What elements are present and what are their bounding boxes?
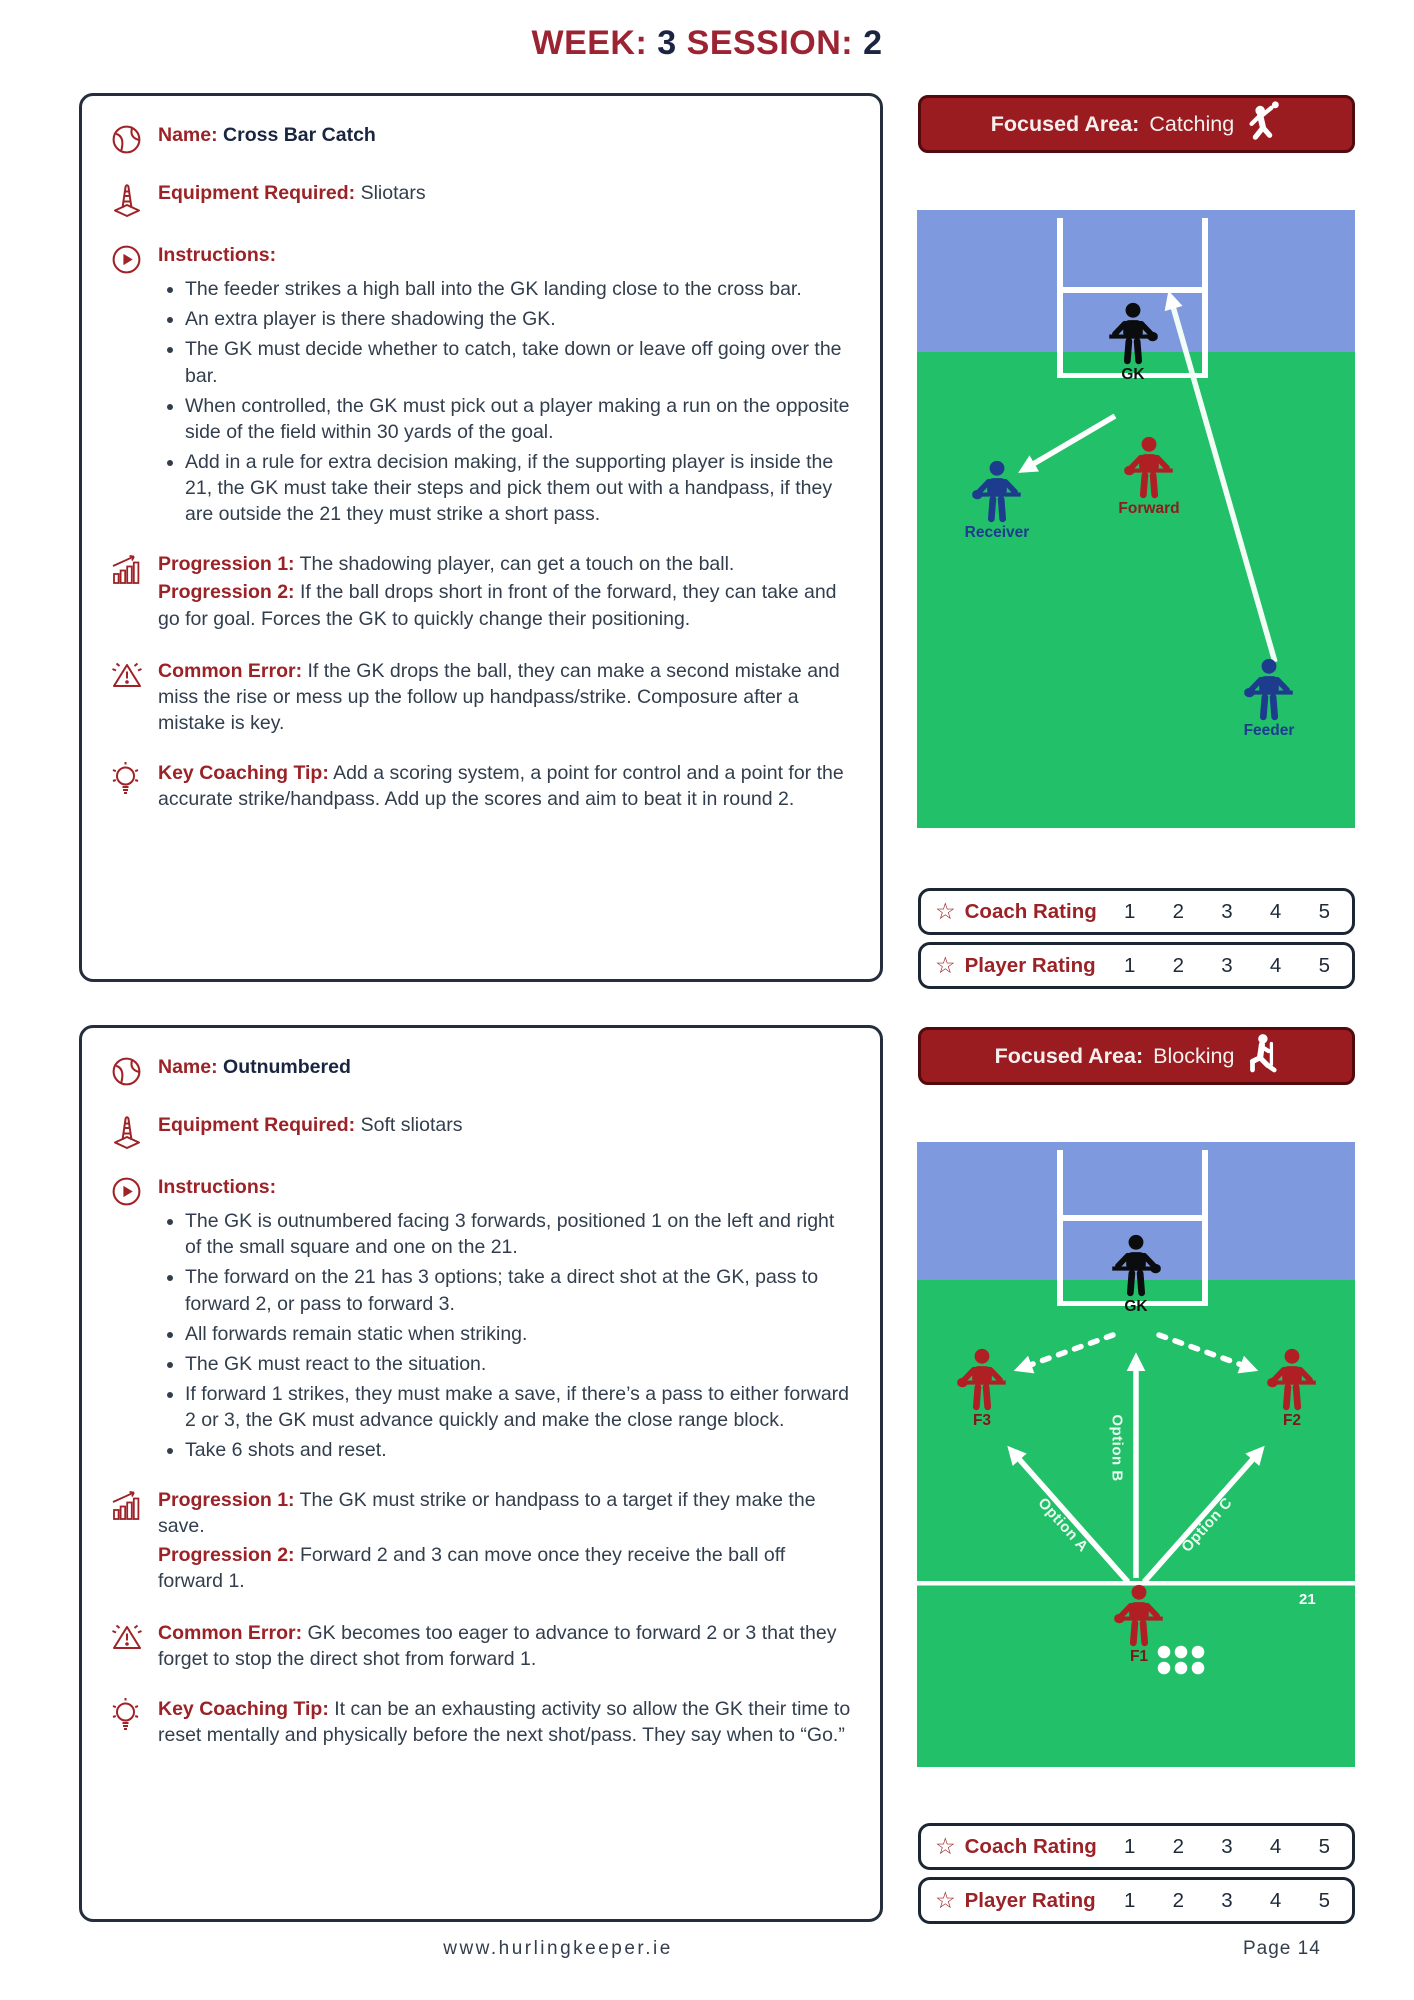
coach-rating-label: Coach Rating — [964, 899, 1097, 923]
warning-icon — [110, 658, 158, 736]
instruction-item: • The GK is outnumbered facing 3 forwards, positioned 1 on the left and right of the small square and one on the 21. — [185, 1208, 852, 1260]
play-icon — [110, 1174, 158, 1467]
progression1-label: Progression 1: — [158, 1489, 295, 1512]
rating-value: 1 — [1124, 953, 1136, 977]
coaching-tip-section — [110, 760, 852, 812]
coach-rating-label: Coach Rating — [964, 1834, 1097, 1858]
progression1-text: The GK must strike or handpass to a target if they make the save. — [158, 1489, 816, 1538]
common-error-section — [110, 1620, 852, 1672]
goal-crossbar — [1057, 287, 1208, 293]
session-label: SESSION: — [686, 24, 854, 62]
coach-rating-row — [918, 888, 1355, 935]
coaching-tip-text: It can be an exhausting activity so allow the GK their time to reset mentally and physically before the next shot/pass. They say when to “Go.” — [158, 1698, 851, 1747]
player-feeder — [1231, 658, 1307, 739]
player-f2 — [1254, 1348, 1330, 1429]
rating-value: 1 — [1124, 899, 1136, 923]
progression1-text: The shadowing player, can get a touch on the ball. — [299, 553, 735, 576]
cone-icon — [110, 1112, 158, 1150]
page-number: Page 14 — [1243, 1938, 1321, 1959]
website-url: www.hurlingkeeper.ie — [443, 1938, 673, 1959]
coaching-tip-section — [110, 1696, 852, 1748]
player-f3 — [944, 1348, 1020, 1429]
instructions-section — [110, 1174, 852, 1467]
player-rating-row — [918, 1877, 1355, 1924]
equipment-label: Equipment Required: — [158, 1114, 356, 1136]
progression2-label: Progression 2: — [158, 581, 295, 604]
focused-area-header-catching — [918, 95, 1355, 153]
goal-crossbar — [1057, 1215, 1208, 1221]
player-receiver — [959, 460, 1035, 541]
goal-post-left — [1057, 1150, 1063, 1306]
rating-value: 3 — [1221, 1888, 1233, 1912]
progression-section — [110, 551, 852, 633]
player-label-gk: GK — [1124, 1298, 1148, 1315]
common-error-label: Common Error: — [158, 659, 303, 682]
rating-value: 2 — [1172, 899, 1185, 923]
instruction-item: • Take 6 shots and reset. — [185, 1437, 852, 1463]
common-error-label: Common Error: — [158, 1621, 303, 1644]
coach-rating-scale — [1124, 900, 1330, 924]
focused-area-header-blocking — [918, 1027, 1355, 1085]
page-title — [0, 24, 1414, 63]
drill-diagram-outnumbered — [917, 1142, 1355, 1767]
instruction-item: • The GK must decide whether to catch, take down or leave off going over the bar. — [185, 336, 852, 388]
progression-icon — [110, 551, 158, 633]
gk-advance-arrow-left — [1019, 1335, 1113, 1369]
gk-advance-arrow-right — [1159, 1335, 1253, 1369]
goal-post-left — [1057, 218, 1063, 378]
star-icon: ☆ — [935, 1833, 956, 1859]
drill-card-outnumbered — [79, 1025, 883, 1922]
rating-value: 2 — [1172, 1834, 1185, 1858]
lightbulb-icon — [110, 760, 158, 812]
instruction-item: • The forward on the 21 has 3 options; take a direct shot at the GK, pass to forward 2, or pass to forward 3. — [185, 1264, 852, 1316]
star-icon: ☆ — [935, 1887, 956, 1913]
star-icon: ☆ — [935, 952, 956, 978]
instructions-list — [158, 1208, 852, 1463]
twenty-one-line-label: 21 — [1299, 1591, 1316, 1608]
instruction-item: • When controlled, the GK must pick out a player making a run on the opposite side of the field within 30 yards of the goal. — [185, 393, 852, 445]
coach-rating-scale — [1124, 1835, 1330, 1859]
player-label-f1: F1 — [1129, 1648, 1149, 1665]
equipment-row — [110, 180, 852, 218]
player-gk — [1098, 1234, 1174, 1315]
instruction-item: • The feeder strikes a high ball into the GK landing close to the cross bar. — [185, 276, 852, 302]
instruction-item: • An extra player is there shadowing the GK. — [185, 306, 852, 332]
option-a-label: Option A — [1034, 1494, 1092, 1556]
progression2-text: Forward 2 and 3 can move once they receive the ball off forward 1. — [158, 1543, 786, 1592]
pass-arrow-gk-to-receiver — [1023, 416, 1115, 470]
common-error-text: GK becomes too eager to advance to forward 2 or 3 that they forget to stop the direct shot from forward 1. — [158, 1621, 837, 1670]
play-icon — [110, 242, 158, 531]
coaching-tip-text: Add a scoring system, a point for control and a point for the accurate strike/handpass. Add up the scores and aim to beat it in round 2. — [158, 762, 844, 811]
player-label-forward: Forward — [1118, 500, 1180, 517]
rating-value: 4 — [1269, 899, 1282, 923]
instructions-label: Instructions: — [158, 244, 277, 266]
rating-value: 4 — [1269, 953, 1282, 977]
player-label-f3: F3 — [972, 1412, 992, 1429]
name-row — [110, 1054, 852, 1088]
name-label: Name: — [158, 124, 218, 146]
equipment-label: Equipment Required: — [158, 182, 356, 204]
player-gk — [1095, 302, 1171, 383]
rating-value: 3 — [1221, 953, 1233, 977]
option-c-label: Option C — [1178, 1494, 1236, 1556]
common-error-section — [110, 658, 852, 736]
sliotar-icon — [110, 122, 158, 156]
progression2-text: If the ball drops short in front of the forward, they can take and go for goal. Forces the GK to quickly change their positioning. — [158, 581, 837, 630]
cone-icon — [110, 180, 158, 218]
player-f1 — [1101, 1584, 1177, 1665]
week-value: 3 — [657, 24, 677, 62]
drill-card-cross-bar-catch — [79, 93, 883, 982]
rating-value: 4 — [1269, 1834, 1282, 1858]
rating-value: 3 — [1221, 899, 1233, 923]
focused-area-label: Focused Area: — [990, 111, 1140, 136]
player-rating-scale — [1124, 1889, 1330, 1913]
rating-value: 5 — [1318, 1888, 1330, 1912]
blocking-player-icon — [1244, 1031, 1278, 1081]
catching-player-icon — [1244, 99, 1282, 149]
equipment-row — [110, 1112, 852, 1150]
name-row — [110, 122, 852, 156]
rating-value: 5 — [1318, 1834, 1330, 1858]
coach-rating-row — [918, 1823, 1355, 1870]
player-rating-label: Player Rating — [964, 953, 1096, 977]
week-label: WEEK: — [531, 24, 648, 62]
rating-value: 1 — [1124, 1888, 1136, 1912]
progression2-label: Progression 2: — [158, 1543, 295, 1566]
player-label-gk: GK — [1121, 366, 1145, 383]
warning-icon — [110, 1620, 158, 1672]
focused-area-value: Catching — [1149, 111, 1235, 136]
name-label: Name: — [158, 1056, 218, 1078]
sliotar-icon — [110, 1054, 158, 1088]
progression-icon — [110, 1487, 158, 1596]
rating-value: 5 — [1318, 899, 1330, 923]
common-error-text: If the GK drops the ball, they can make a second mistake and miss the rise or mess up the follow up handpass/strike. Composure after a mistake is key. — [158, 659, 840, 734]
progression-section — [110, 1487, 852, 1596]
rating-value: 3 — [1221, 1834, 1233, 1858]
rating-value: 2 — [1172, 1888, 1185, 1912]
instruction-item: • The GK must react to the situation. — [185, 1351, 852, 1377]
equipment-value: Soft sliotars — [360, 1114, 463, 1136]
rating-value: 5 — [1318, 953, 1330, 977]
goal-post-right — [1202, 1150, 1208, 1306]
instruction-item: • All forwards remain static when striking. — [185, 1321, 852, 1347]
drill-diagram-cross-bar-catch — [917, 210, 1355, 828]
drill-name: Cross Bar Catch — [223, 124, 376, 146]
player-rating-scale — [1124, 954, 1330, 978]
instructions-section — [110, 242, 852, 531]
player-rating-row — [918, 942, 1355, 989]
player-forward — [1111, 436, 1187, 517]
instructions-label: Instructions: — [158, 1176, 277, 1198]
goal-post-right — [1202, 218, 1208, 378]
focused-area-value: Blocking — [1153, 1043, 1235, 1068]
star-icon: ☆ — [935, 898, 956, 924]
session-value: 2 — [863, 24, 883, 62]
player-label-feeder: Feeder — [1243, 722, 1295, 739]
instruction-item: • Add in a rule for extra decision making, if the supporting player is inside the 21, the GK must take their steps and pick them out with a handpass, if they are outside the 21 they must strike a short pass. — [185, 449, 852, 527]
rating-value: 1 — [1124, 1834, 1136, 1858]
player-rating-label: Player Rating — [964, 1888, 1096, 1912]
coaching-tip-label: Key Coaching Tip: — [158, 1698, 329, 1720]
player-label-receiver: Receiver — [964, 524, 1030, 541]
drill-name: Outnumbered — [223, 1056, 351, 1078]
rating-value: 2 — [1172, 953, 1185, 977]
player-label-f2: F2 — [1282, 1412, 1302, 1429]
instructions-list — [158, 276, 852, 527]
lightbulb-icon — [110, 1696, 158, 1748]
option-b-label: Option B — [1108, 1414, 1126, 1482]
coaching-tip-label: Key Coaching Tip: — [158, 762, 329, 784]
instruction-item: • If forward 1 strikes, they must make a save, if there’s a pass to either forward 2 or 3, the GK must advance quickly and make the close range block. — [185, 1381, 852, 1433]
rating-value: 4 — [1269, 1888, 1282, 1912]
equipment-value: Sliotars — [360, 182, 426, 204]
progression1-label: Progression 1: — [158, 553, 295, 576]
focused-area-label: Focused Area: — [994, 1043, 1144, 1068]
